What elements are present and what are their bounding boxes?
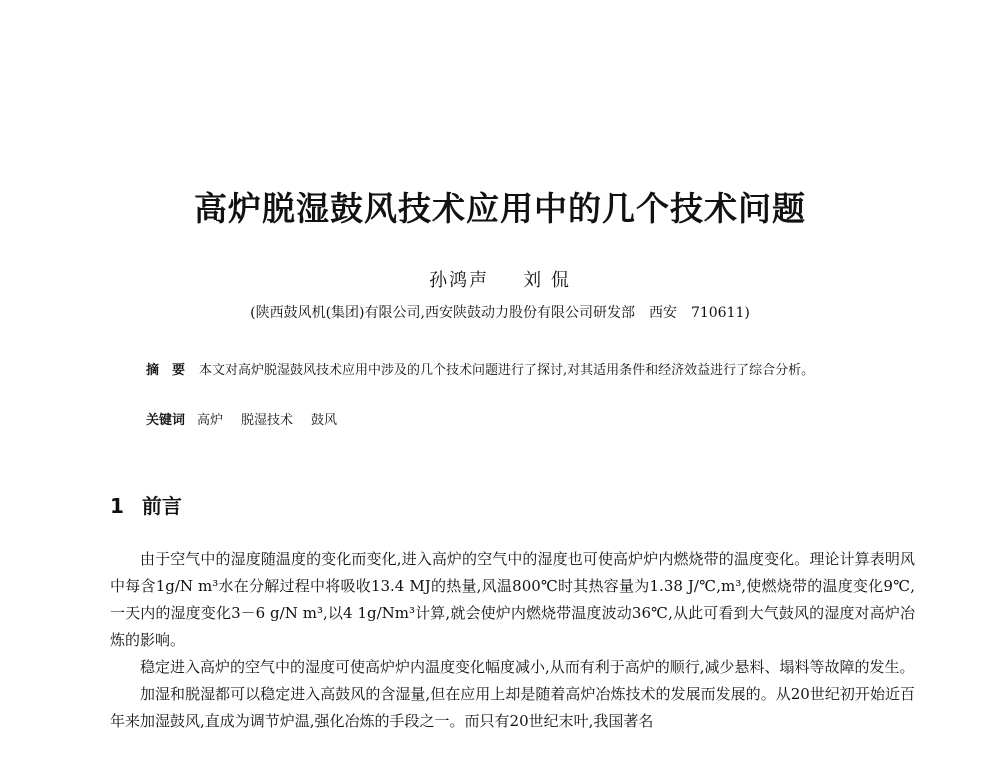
keyword: 脱湿技术	[241, 413, 294, 428]
keyword: 鼓风	[311, 413, 338, 428]
abstract-label: 摘 要	[146, 363, 186, 378]
keywords	[146, 410, 896, 432]
section-title: 前言	[141, 494, 182, 518]
body-text	[110, 546, 915, 735]
section-number: 1	[110, 494, 124, 518]
author-name: 刘 侃	[523, 270, 571, 291]
abstract	[146, 358, 896, 384]
abstract-text: 本文对高炉脱湿鼓风技术应用中涉及的几个技术问题进行了探讨,对其适用条件和经济效益进行了综合分析。	[199, 363, 815, 378]
keywords-label: 关键词	[146, 413, 186, 428]
author-name: 孙鸿声	[429, 270, 490, 291]
paper-title: 高炉脱湿鼓风技术应用中的几个技术问题	[194, 189, 806, 228]
paragraph: 由于空气中的湿度随温度的变化而变化,进入高炉的空气中的湿度也可使高炉炉内燃烧带的温度变化。理论计算表明风中每含1g/N m³水在分解过程中将吸收13.4 MJ的热量,风温800℃时其热容量为1.38 J/℃,m³,使燃烧带的温度变化9℃,一天内的湿度变化3－6 g/N m³,以4 1g/Nm³计算,就会使炉内燃烧带温度波动36℃,从此可看到大气鼓风的湿度对高炉冶炼的影响。	[110, 550, 915, 649]
author-line	[0, 266, 1000, 292]
paragraph: 加湿和脱湿都可以稳定进入高鼓风的含湿量,但在应用上却是随着高炉冶炼技术的发展而发展的。从20世纪初开始近百年来加湿鼓风,直成为调节炉温,强化冶炼的手段之一。而只有20世纪末叶,我国著名	[110, 685, 915, 730]
keyword: 高炉	[197, 413, 224, 428]
section-heading	[110, 490, 182, 519]
paragraph: 稳定进入高炉的空气中的湿度可使高炉炉内温度变化幅度减小,从而有利于高炉的顺行,减少悬料、塌料等故障的发生。	[140, 658, 915, 676]
affiliation: (陕西鼓风机(集团)有限公司,西安陕鼓动力股份有限公司研发部 西安 710611)	[250, 305, 750, 321]
